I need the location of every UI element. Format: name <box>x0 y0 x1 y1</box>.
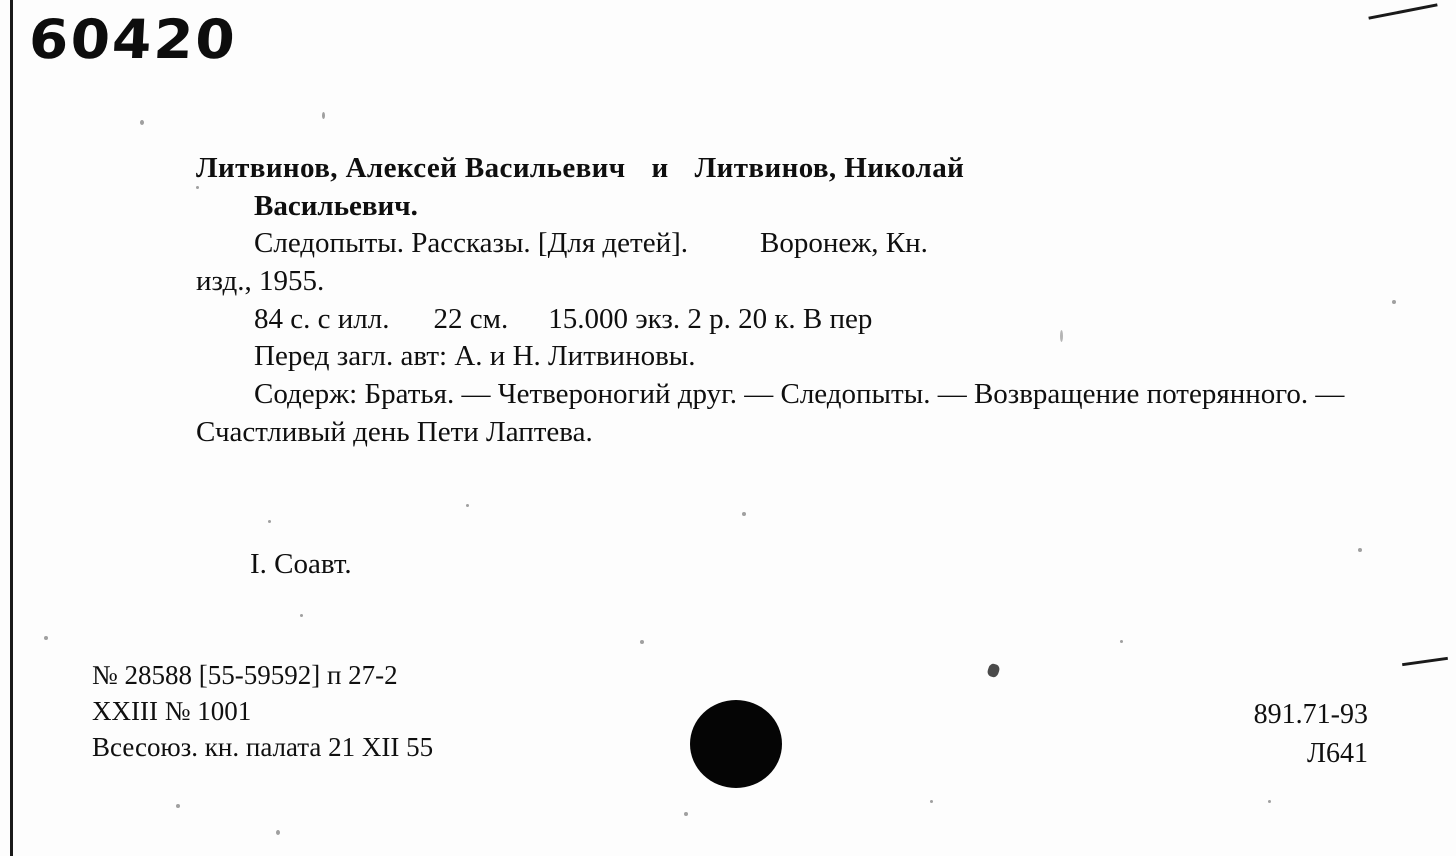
title-statement-line <box>196 225 1386 263</box>
card-edge-left <box>10 0 13 856</box>
speck <box>742 512 746 516</box>
imprint-line: изд., 1955. <box>196 265 325 298</box>
speck <box>268 520 271 523</box>
speck <box>300 614 303 617</box>
speck <box>176 804 180 808</box>
card-edge-top-right <box>1368 3 1437 19</box>
speck <box>322 112 325 119</box>
title-main: Следопыты. Рассказы. [Для детей]. <box>254 227 689 260</box>
author-primary: Литвинов, Алексей Васильевич <box>196 152 626 184</box>
author-secondary: Литвинов, Николай <box>694 152 965 184</box>
dimensions: 22 см. <box>433 302 509 335</box>
card-edge-right-mark <box>1402 657 1448 666</box>
speck <box>1392 300 1396 304</box>
note-authors-line: Перед загл. авт: А. и Н. Литвиновы. <box>254 340 696 373</box>
footer-line-2: XXIII № 1001 <box>92 695 252 726</box>
physical-description-line <box>196 301 1386 339</box>
speck <box>640 640 644 644</box>
classification-number: 891.71-93 <box>1253 699 1368 730</box>
speck <box>276 830 280 835</box>
contents-note: Содерж: Братья. — Четвероногий друг. — Следопыты. — Возвращение потерянного. — Счастливый день Пети Лаптева. <box>196 378 1345 448</box>
ink-blot-mark <box>690 700 782 788</box>
footer-line-3: Всесоюз. кн. палата 21 XII 55 <box>92 731 434 762</box>
speck <box>684 812 688 816</box>
speck <box>140 120 144 125</box>
author-heading-line-2: Васильевич. <box>254 189 418 222</box>
speck <box>466 504 469 507</box>
bibliographic-entry <box>196 150 1386 452</box>
speck <box>1268 800 1271 803</box>
author-conjunction: и <box>651 152 669 184</box>
speck <box>1060 330 1063 342</box>
speck <box>930 800 933 803</box>
footer-line-1: № 28588 [55-59592] п 27-2 <box>92 660 398 690</box>
cutter-number: Л641 <box>1307 737 1368 769</box>
footer-control-numbers <box>92 658 433 766</box>
speck <box>1120 640 1123 643</box>
footer-classification <box>1254 696 1368 773</box>
speck <box>196 186 199 189</box>
author-heading-line-1 <box>196 150 1386 188</box>
pagination: 84 с. с илл. <box>254 302 390 335</box>
stray-ink-mark <box>986 663 1000 679</box>
imprint-place: Воронеж, Кн. <box>760 227 928 260</box>
speck <box>44 636 48 640</box>
speck <box>1358 548 1362 552</box>
handwritten-accession-number: 60420 <box>27 8 239 71</box>
added-entry-tracing: I. Соавт. <box>250 548 352 580</box>
print-run-and-price: 15.000 экз. 2 р. 20 к. В пер <box>548 302 873 335</box>
